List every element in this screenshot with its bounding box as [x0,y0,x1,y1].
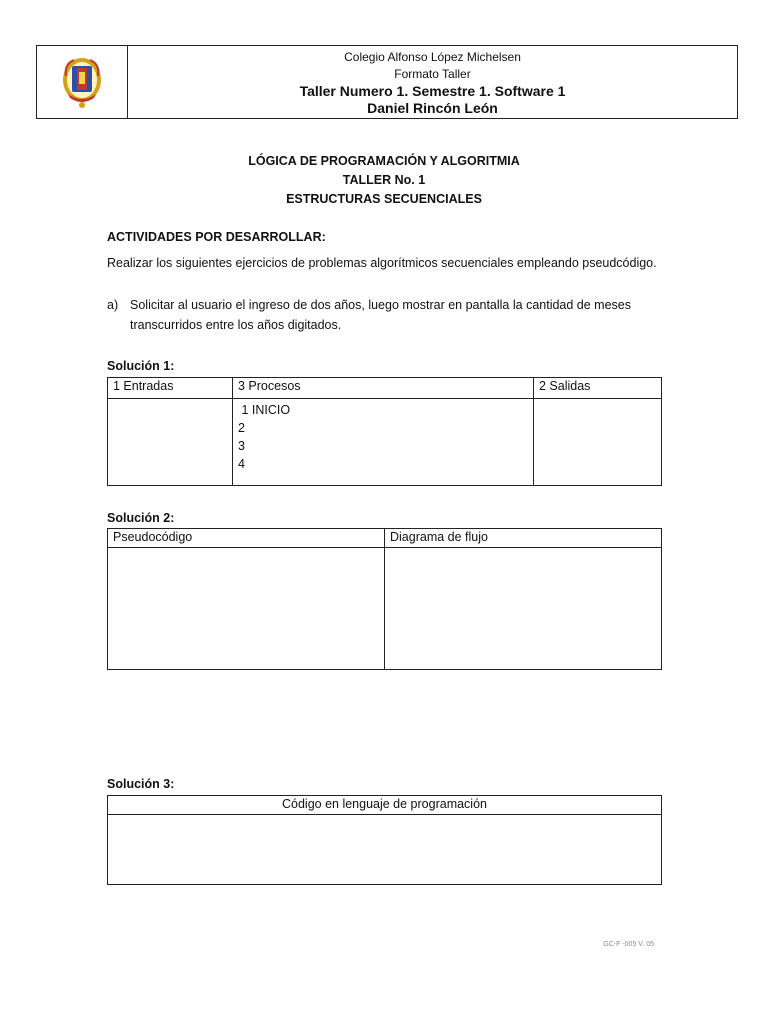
document-header [36,45,738,119]
activities-instruction: Realizar los siguientes ejercicios de problemas algorítmicos secuenciales empleando pseudcódigo. [107,256,657,270]
process-line: 4 [238,457,245,471]
solution2-header-pseudocode: Pseudocódigo [108,529,385,548]
item-marker: a) [107,298,119,312]
header-title-cell [128,46,737,118]
logo-cell [37,46,128,118]
format-name: Formato Taller [394,67,471,81]
solution3-header-code: Código en lenguaje de programación [108,796,662,815]
activities-title: ACTIVIDADES POR DESARROLLAR: [107,230,326,244]
solution1-header-outputs: 2 Salidas [534,378,662,399]
topic-title: ESTRUCTURAS SECUENCIALES [286,192,482,206]
solution3-code-cell[interactable] [108,815,662,885]
solution1-processes-cell[interactable] [233,399,534,486]
subject-title: LÓGICA DE PROGRAMACIÓN Y ALGORITMIA [248,154,520,168]
solution1-outputs-cell[interactable] [534,399,662,486]
solution1-label: Solución 1: [107,359,175,373]
document-code: GC-F -005 V. 05 [603,941,654,948]
process-line: 1 INICIO [238,403,291,417]
solution3-table [107,795,662,885]
workshop-number: TALLER No. 1 [342,173,426,187]
solution2-label: Solución 2: [107,511,175,525]
student-name: Daniel Rincón León [367,100,498,116]
solution1-table [107,377,662,486]
workshop-title: Taller Numero 1. Semestre 1. Software 1 [299,83,566,99]
solution2-flowchart-cell[interactable] [385,548,662,670]
process-line: 3 [238,439,245,453]
item-text-line1: Solicitar al usuario el ingreso de dos años, luego mostrar en pantalla la cantidad de meses [130,298,631,312]
solution2-pseudocode-cell[interactable] [108,548,385,670]
solution3-label: Solución 3: [107,777,175,791]
item-text-line2: transcurridos entre los años digitados. [130,318,342,332]
process-line: 2 [238,421,245,435]
solution1-header-inputs: 1 Entradas [108,378,233,399]
solution1-header-processes: 3 Procesos [233,378,534,399]
school-crest-icon [60,54,104,110]
solution1-inputs-cell[interactable] [108,399,233,486]
solution2-header-flowchart: Diagrama de flujo [385,529,662,548]
solution2-table [107,528,662,670]
school-name: Colegio Alfonso López Michelsen [344,50,521,64]
